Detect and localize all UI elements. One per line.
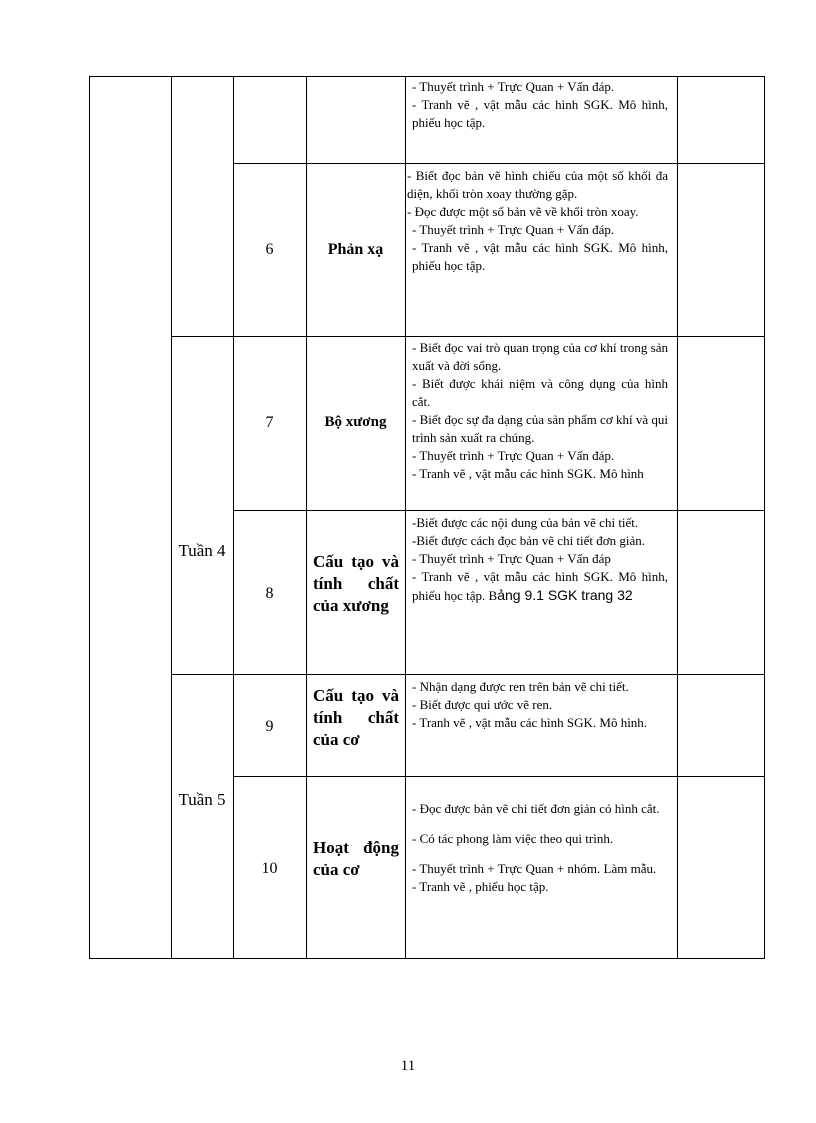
- lesson-notes: [412, 339, 668, 483]
- lesson-title: Hoạt động của cơ: [313, 838, 399, 879]
- note-line: - Nhận dạng được ren trên bản vẽ chi tiết.: [412, 679, 629, 694]
- lesson-number: 8: [265, 585, 274, 602]
- table-border: [764, 76, 765, 959]
- note-line: - Biết được qui ước vẽ ren.: [412, 697, 553, 712]
- lesson-number: 7: [265, 414, 274, 431]
- table-border: [233, 776, 765, 777]
- note-line: - Thuyết trình + Trực Quan + Vấn đáp.: [412, 448, 615, 463]
- table-border: [89, 76, 765, 77]
- table-border: [233, 76, 234, 959]
- table-border: [171, 674, 765, 675]
- lesson-title: Phản xạ: [327, 241, 384, 258]
- note-line: - Tranh vẽ , phiếu học tập.: [412, 879, 549, 894]
- lesson-notes: [412, 678, 668, 732]
- note-line: - Tranh vẽ , vật mẫu các hình SGK. Mô hình, phiếu học tập.: [412, 97, 668, 130]
- note-line: - Đọc được bản vẽ chi tiết đơn giản có hình cắt.: [412, 801, 660, 816]
- note-line: - Thuyết trình + Trực Quan + nhóm. Làm mẫu.: [412, 861, 657, 876]
- note-line: - Tranh vẽ , vật mẫu các hình SGK. Mô hình.: [412, 715, 648, 730]
- lesson-notes: [412, 800, 668, 896]
- note-line: [412, 568, 668, 605]
- note-line: - Thuyết trình + Trực Quan + Vấn đáp: [412, 551, 611, 566]
- page-number: 11: [400, 1058, 416, 1074]
- note-line: - Có tác phong làm việc theo qui trình.: [412, 831, 614, 846]
- lesson-notes: [412, 514, 668, 605]
- table-border: [233, 510, 765, 511]
- table-border: [306, 76, 307, 959]
- lesson-notes: [412, 78, 668, 132]
- note-line: - Tranh vẽ , vật mẫu các hình SGK. Mô hình: [412, 466, 644, 481]
- table-border: [171, 76, 172, 959]
- lesson-number: 6: [265, 241, 274, 258]
- note-line: -Biết được các nội dung của bản vẽ chi tiết.: [412, 515, 639, 530]
- table-border: [89, 76, 90, 959]
- note-line: - Biết đọc vai trò quan trọng của cơ khí trong sản xuất và đời sống.: [412, 340, 668, 373]
- note-line: -Biết được cách đọc bản vẽ chi tiết đơn giản.: [412, 533, 646, 548]
- table-border: [677, 76, 678, 959]
- table-border: [233, 163, 765, 164]
- note-line: - Tranh vẽ , vật mẫu các hình SGK. Mô hình, phiếu học tập.: [412, 240, 668, 273]
- lesson-number: 9: [265, 718, 274, 735]
- lesson-number: 10: [261, 860, 278, 877]
- lesson-title: Cấu tạo và tính chất của cơ: [313, 686, 399, 749]
- table-border: [405, 76, 406, 959]
- table-border: [171, 336, 765, 337]
- note-line: - Thuyết trình + Trực Quan + Vấn đáp.: [412, 222, 615, 237]
- week-label: Tuần 5: [178, 790, 226, 809]
- note-text-tail: ảng 9.1 SGK trang 32: [497, 587, 633, 603]
- lesson-title: Cấu tạo và tính chất của xương: [313, 552, 399, 615]
- week-label: Tuần 4: [178, 541, 226, 560]
- note-line: - Biết đọc bản vẽ hình chiếu của một số khối đa diện, khối tròn xoay thường gặp.: [407, 168, 668, 201]
- note-line: - Biết đọc sự đa dạng của sản phẩm cơ khí và qui trình sản xuất ra chúng.: [412, 412, 668, 445]
- lesson-title: Bộ xương: [324, 414, 387, 430]
- note-line: - Biết được khái niệm và công dụng của hình cắt.: [412, 376, 668, 409]
- note-line: - Đọc được một số bản vẽ về khối tròn xoay.: [407, 204, 639, 219]
- lesson-notes: [407, 167, 668, 275]
- note-line: - Thuyết trình + Trực Quan + Vấn đáp.: [412, 79, 615, 94]
- note-text: - Tranh vẽ , vật mẫu các hình SGK. Mô hình, phiếu học tập. B: [412, 569, 668, 603]
- table-border: [89, 958, 765, 959]
